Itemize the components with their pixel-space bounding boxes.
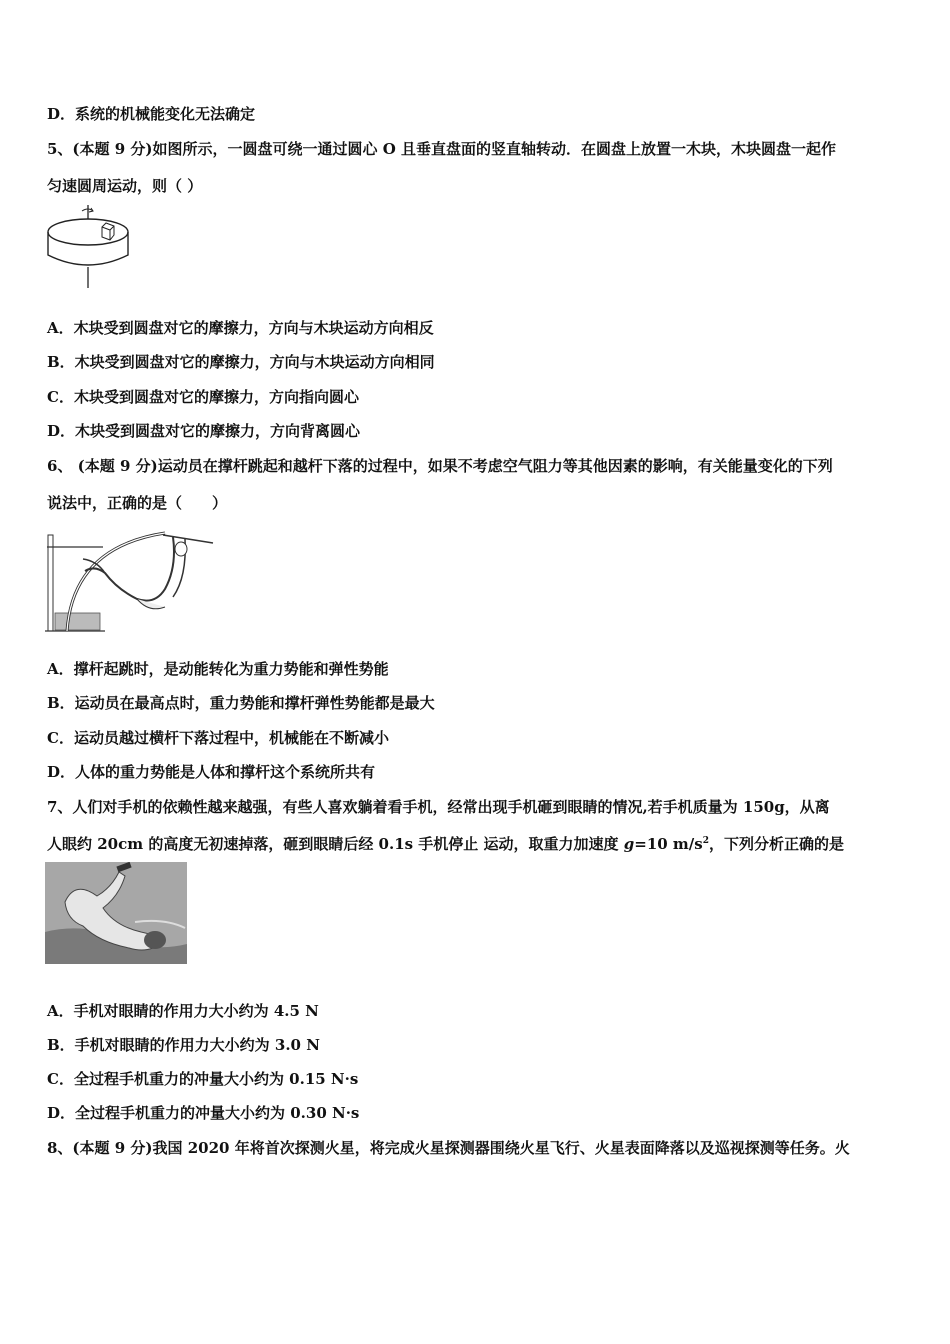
q5-option-a: A．木块受到圆盘对它的摩擦力，方向与木块运动方向相反 (47, 319, 434, 337)
q6-option-a: A．撑杆起跳时，是动能转化为重力势能和弹性势能 (47, 660, 389, 678)
q7-option-a: A．手机对眼睛的作用力大小约为 4.5 N (47, 1002, 319, 1020)
q8-stem-line1: 8、(本题 9 分)我国 2020 年将首次探测火星，将完成火星探测器围绕火星飞行、火星表面降落以及巡视探测等任务。火 (47, 1139, 850, 1157)
q6-option-c: C．运动员越过横杆下落过程中，机械能在不断减小 (47, 729, 389, 747)
q5-stem-line1: 5、(本题 9 分)如图所示，一圆盘可绕一通过圆心 O 且垂直盘面的竖直轴转动．在圆盘上放置一木块，木块圆盘一起作 (47, 140, 837, 158)
q7-option-b: B．手机对眼睛的作用力大小约为 3.0 N (47, 1036, 320, 1054)
q7-stem-line2-a: 人眼约 20cm 的高度无初速掉落，砸到眼睛后经 0.1s 手机停止 运动，取重力加速度 (47, 835, 624, 853)
q5-option-b: B．木块受到圆盘对它的摩擦力，方向与木块运动方向相同 (47, 353, 435, 371)
q7-stem-line1: 7、人们对手机的依赖性越来越强，有些人喜欢躺着看手机，经常出现手机砸到眼睛的情况,若手机质量为 150g，从离 (47, 798, 830, 816)
q7-stem-line2-b: =10 m/s (634, 835, 703, 853)
exponent: 2 (702, 836, 709, 846)
q5-stem-line2: 匀速圆周运动，则（ ） (47, 177, 203, 195)
gravity-symbol: g (623, 835, 635, 853)
pole-vault-figure (45, 527, 215, 632)
q7-option-d: D．全过程手机重力的冲量大小约为 0.30 N·s (47, 1104, 360, 1122)
lying-phone-photo (45, 862, 187, 964)
q6-stem-line1: 6、 (本题 9 分)运动员在撑杆跳起和越杆下落的过程中，如果不考虑空气阻力等其他因素的影响，有关能量变化的下列 (47, 457, 833, 475)
q5-option-d: D．木块受到圆盘对它的摩擦力，方向背离圆心 (47, 422, 361, 440)
q6-stem-line2: 说法中，正确的是（ ） (47, 494, 228, 512)
q6-option-b: B．运动员在最高点时，重力势能和撑杆弹性势能都是最大 (47, 694, 435, 712)
q4-option-d: D．系统的机械能变化无法确定 (47, 105, 256, 123)
q7-option-c: C．全过程手机重力的冲量大小约为 0.15 N·s (47, 1070, 359, 1088)
q6-option-d: D．人体的重力势能是人体和撑杆这个系统所共有 (47, 763, 376, 781)
q5-option-c: C．木块受到圆盘对它的摩擦力，方向指向圆心 (47, 388, 359, 406)
q7-stem-line2 (47, 833, 844, 854)
rotating-disc-figure (44, 205, 134, 290)
q7-stem-line2-c: ，下列分析正确的是 (709, 835, 845, 853)
